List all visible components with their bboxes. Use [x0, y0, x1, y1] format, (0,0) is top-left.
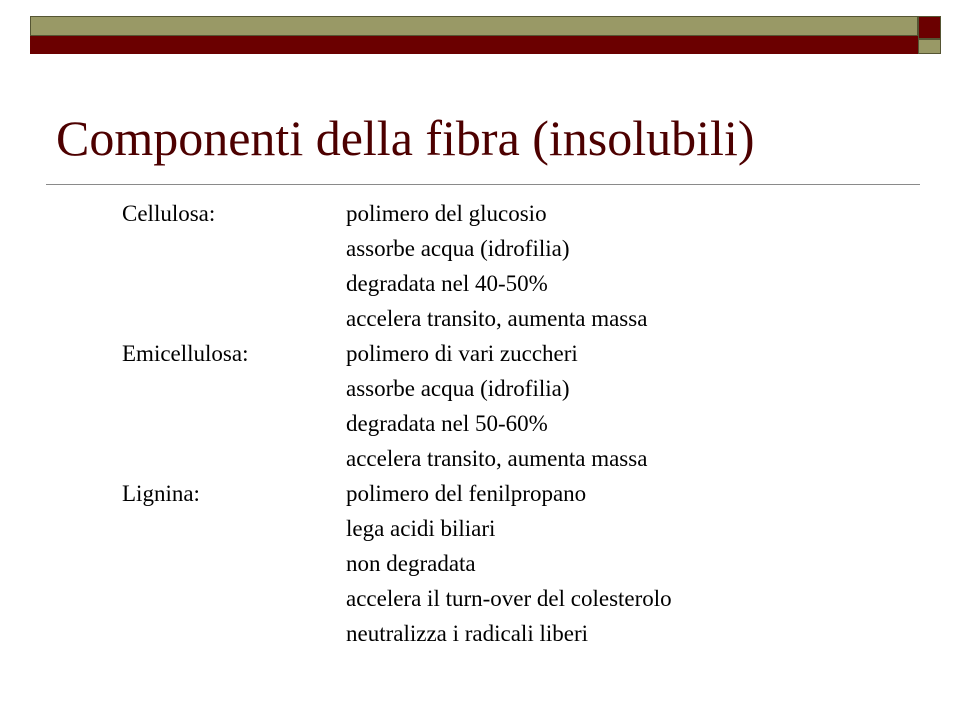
component-property: degradata nel 40-50%: [346, 271, 548, 296]
component-name-lignina: Lignina:: [122, 481, 200, 506]
component-row: [122, 371, 882, 406]
components-list: [122, 196, 882, 651]
header-band-maroon: [30, 36, 918, 54]
component-property: non degradata: [346, 551, 476, 576]
component-name-emicellulosa: Emicellulosa:: [122, 341, 249, 366]
slide-title: Componenti della fibra (insolubili): [56, 110, 755, 166]
component-row: [122, 546, 882, 581]
component-property: degradata nel 50-60%: [346, 411, 548, 436]
component-row: [122, 476, 882, 511]
component-row: [122, 511, 882, 546]
component-property: lega acidi biliari: [346, 516, 496, 541]
component-property: neutralizza i radicali liberi: [346, 621, 589, 646]
component-property: accelera il turn-over del colesterolo: [346, 586, 672, 611]
header-corner-square-olive: [918, 39, 941, 54]
component-property: polimero di vari zuccheri: [346, 341, 578, 366]
component-property: accelera transito, aumenta massa: [346, 306, 648, 331]
component-row: [122, 616, 882, 651]
header-corner-square-maroon: [918, 16, 941, 39]
component-row: [122, 196, 882, 231]
component-property: accelera transito, aumenta massa: [346, 446, 648, 471]
component-property: polimero del glucosio: [346, 201, 547, 226]
component-row: [122, 406, 882, 441]
component-name-cellulosa: Cellulosa:: [122, 201, 216, 226]
title-divider: [46, 184, 920, 185]
header-band-olive: [30, 16, 918, 36]
component-row: [122, 441, 882, 476]
component-row: [122, 231, 882, 266]
component-row: [122, 581, 882, 616]
component-row: [122, 301, 882, 336]
component-row: [122, 266, 882, 301]
component-property: assorbe acqua (idrofilia): [346, 236, 570, 261]
component-property: assorbe acqua (idrofilia): [346, 376, 570, 401]
component-row: [122, 336, 882, 371]
component-property: polimero del fenilpropano: [346, 481, 587, 506]
